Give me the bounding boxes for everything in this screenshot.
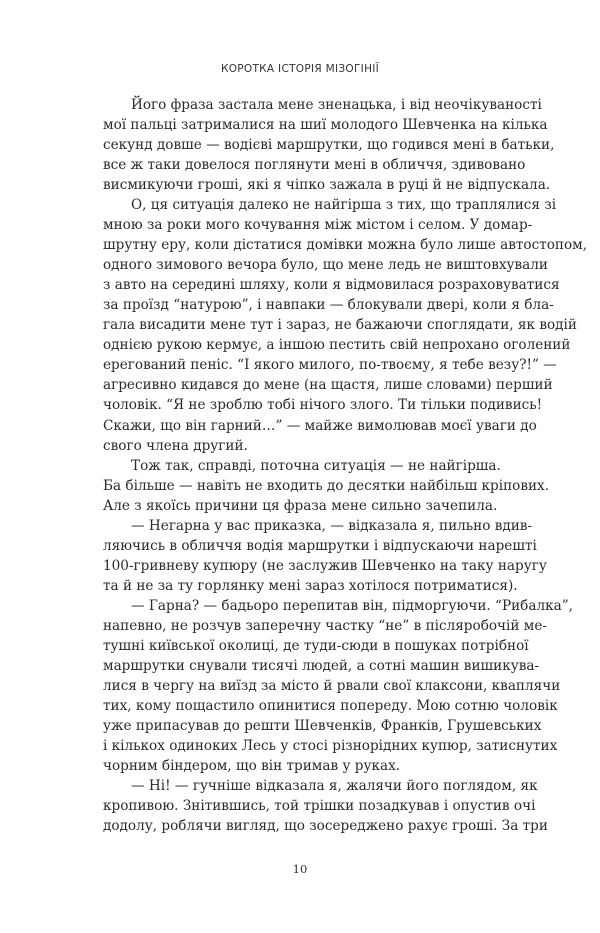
text-line: уже припасував до решти Шевченків, Франків, Грушевських: [103, 717, 542, 734]
text-line: Скажи, що він гарний…” — майже вимолював моєї уваги до: [103, 417, 537, 434]
text-line: додолу, роблячи вигляд, що зосереджено рахує гроші. За три: [103, 818, 548, 835]
text-line: лися в чергу на виїзд за місто й рвали свої клаксони, кваплячи: [103, 677, 561, 694]
text-line: напевно, не розчув заперечну частку “не” в післяробочій ме-: [103, 617, 547, 634]
running-header: КОРОТКА ІСТОРІЯ МІЗОГІНІЇ: [220, 63, 380, 75]
text-line: все ж таки довелося поглянути мені в обличчя, здивовано: [103, 157, 526, 174]
text-line: тих, кому пощастило опинитися попереду. Мою сотню чоловік: [103, 697, 558, 714]
text-line: шрутну еру, коли дістатися домівки можна було лише автостопом,: [103, 237, 588, 254]
text-line: мої пальці затрималися на шиї молодого Шевченка на кілька: [103, 117, 548, 134]
text-line: — Ні! — гучніше відказала я, жалячи його поглядом, як: [131, 778, 538, 795]
text-line: кропивою. Знітившись, той трішки позадкував і опустив очі: [103, 798, 536, 815]
text-line: та й не за ту горлянку мені зараз хотілося потриматися).: [103, 577, 518, 594]
text-line: висмикуючи гроші, які я чіпко зажала в руці й не відпускала.: [103, 177, 551, 194]
text-line: маршрутки снували тисячі людей, а сотні машин вишикува-: [103, 657, 540, 674]
text-line: — Гарна? — бадьоро перепитав він, підморгуючи. “Рибалка”,: [131, 597, 573, 614]
text-line: ерегований пеніс. “І якого милого, по-твоєму, я тебе везу?!” —: [103, 357, 557, 374]
text-line: агресивно кидався до мене (на щастя, лише словами) перший: [103, 377, 553, 394]
text-line: Але з якоїсь причини ця фраза мене сильно зачепила.: [103, 497, 498, 514]
text-line: мною за роки мого кочування між містом і селом. У домар-: [103, 217, 533, 234]
text-line: і кількох одиноких Лесь у стосі різнорідних купюр, затиснутих: [103, 738, 558, 754]
text-line: Ба більше — навіть не входить до десятки найбільш кріпових.: [103, 477, 550, 494]
text-line: одного зимового вечора було, що мене ледь не виштовхували: [103, 257, 548, 274]
text-line: ляючись в обличчя водія маршрутки і відпускаючи нарешті: [103, 537, 537, 554]
text-line: чоловік. “Я не зроблю тобі нічого злого. Ти тільки подивись!: [103, 397, 543, 414]
text-line: з авто на середині шляху, коли я відмовилася розраховуватися: [103, 277, 560, 294]
text-line: О, ця ситуація далеко не найгірша з тих, що траплялися зі: [131, 197, 557, 214]
text-line: за проїзд “натурою”, і навпаки — блокували двері, коли я бла-: [103, 297, 554, 314]
text-line: Його фраза застала мене зненацька, і від неочікуваності: [131, 97, 542, 113]
text-line: секунд довше — водієві маршрутки, що годився мені в батьки,: [103, 137, 555, 154]
page-number: 10: [292, 862, 308, 876]
text-line: Тож так, справді, поточна ситуація — не найгірша.: [131, 457, 501, 474]
text-line: 100-гривневу купюру (не заслужив Шевченко на таку наругу: [103, 557, 547, 574]
text-line: тушні київської околиці, де туди-сюди в пошуках потрібної: [103, 637, 529, 654]
text-line: гала висадити мене тут і зараз, не бажаючи споглядати, як водій: [103, 317, 577, 334]
text-line: чорним біндером, що він тримав у руках.: [103, 758, 401, 775]
body-text: [103, 95, 588, 836]
text-line: свого члена другий.: [103, 437, 248, 454]
text-line: однією рукою кермує, а іншою пестить свій непрохано оголений: [103, 337, 571, 354]
text-line: — Негарна у вас приказка, — відказала я, пильно вдив-: [131, 517, 533, 534]
